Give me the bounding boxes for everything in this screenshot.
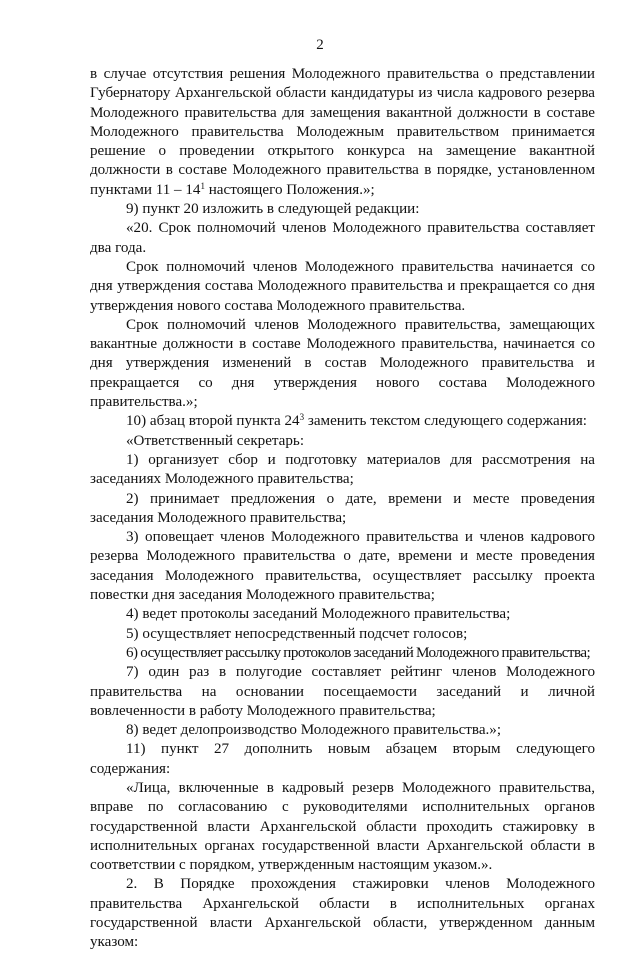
paragraph-reserve-internship: «Лица, включенные в кадровый резерв Молодежного правительства, вправе по согласованию с руководителями исполнительных органов государственной власти Архангельской области проходить стажировку в исполнительных органах государственной власти Архангельской области в соответствии с порядком, утвержденным настоящим указом.». [90, 779, 595, 874]
superscript: 3 [299, 412, 305, 423]
paragraph-term-of-office: «20. Срок полномочий членов Молодежного правительства составляет два года. [90, 220, 595, 256]
paragraph-secretary-duty-8: 8) ведет делопроизводство Молодежного правительства.»; [126, 722, 502, 739]
paragraph-secretary-duty-6: 6) осуществляет рассылку протоколов заседаний Молодежного правительства; [126, 644, 591, 661]
document-body [90, 65, 595, 953]
paragraph-secretary-duty-7: 7) один раз в полугодие составляет рейтинг членов Молодежного правительства на основании посещаемости заседаний и личной вовлеченности в работу Молодежного правительства; [90, 664, 595, 719]
paragraph-section-2: 2. В Порядке прохождения стажировки членов Молодежного правительства Архангельской области в исполнительных органах государственной власти Архангельской области, утвержденном данным указом: [90, 876, 595, 951]
paragraph-item-11: 11) пункт 27 дополнить новым абзацем вторым следующего содержания: [90, 741, 595, 777]
paragraph-term-vacancies: Срок полномочий членов Молодежного правительства, замещающих вакантные должности в составе Молодежного правительства, начинается со дня утверждения изменений в состав Молодежного правительства и прекращается со дня утверждения нового состава Молодежного правительства.»; [90, 316, 595, 411]
paragraph-secretary-duty-2: 2) принимает предложения о дате, времени и месте проведения заседания Молодежного правительства; [90, 490, 595, 526]
paragraph-term-start: Срок полномочий членов Молодежного правительства начинается со дня утверждения состава Молодежного правительства и прекращается со дня утверждения нового состава Молодежного правительства. [90, 258, 595, 314]
paragraph-secretary-duty-3: 3) оповещает членов Молодежного правительства и членов кадрового резерва Молодежного правительства о дате, времени и месте проведения заседания Молодежного правительства, осуществляет рассылку проекта повестки дня заседания Молодежного правительства; [90, 529, 595, 604]
paragraph-secretary-heading: «Ответственный секретарь: [126, 432, 305, 449]
paragraph-item-10: 10) абзац второй пункта $24^3$ заменить текстом следующего содержания: [126, 412, 587, 430]
paragraph-secretary-duty-5: 5) осуществляет непосредственный подсчет голосов; [126, 625, 468, 642]
paragraph-item-9: 9) пункт 20 изложить в следующей редакции: [126, 201, 420, 218]
superscript: 1 [200, 180, 205, 191]
paragraph-secretary-duty-1: 1) организует сбор и подготовку материалов для рассмотрения на заседаниях Молодежного правительства; [90, 451, 595, 488]
paragraph-vacancy-contest: в случае отсутствия решения Молодежного правительства о представлении Губернатору Архангельской области кандидатуры из числа кадрового резерва Молодежного правительства для замещения вакантной должности в составе Молодежного правительства Молодежным правительством принимается решение о проведении открытого конкурса на замещение вакантной должности в составе Молодежного правительства в порядке, установленном пунктами $11 - 14^1$ настоящего Положения.»; [90, 66, 595, 198]
page-number: 2 [316, 37, 324, 53]
paragraph-secretary-duty-4: 4) ведет протоколы заседаний Молодежного правительства; [126, 606, 511, 623]
